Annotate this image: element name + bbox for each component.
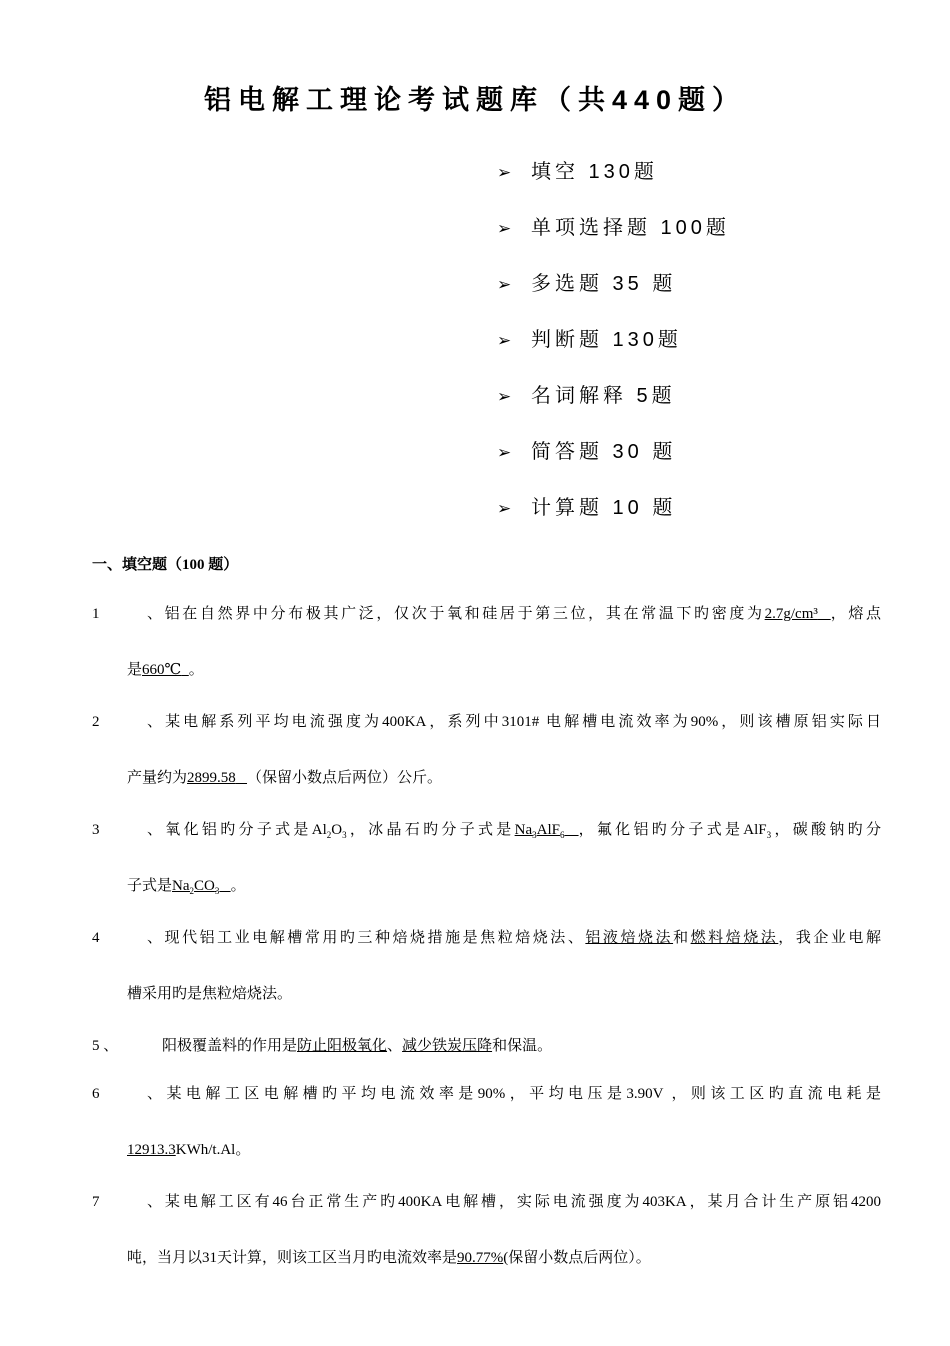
toc-label: 多选题 35 题 (531, 273, 677, 295)
answer-blank: 铝液焙烧法 (585, 930, 674, 946)
question-number: 3 、 (92, 822, 162, 838)
toc-label: 单项选择题 100题 (531, 217, 730, 239)
arrow-bullet-icon: ➢ (497, 331, 516, 350)
answer-blank: 2899.58 (187, 770, 236, 786)
toc-label: 填空 130题 (531, 161, 658, 183)
answer-blank: 防止阳极氧化 (297, 1038, 388, 1054)
question-number: 1 、 (92, 606, 162, 622)
question-5: 5 、 阳极覆盖料的作用是防止阳极氧化、减少铁炭压降和保温。 (92, 1032, 881, 1080)
question-number: 7 、 (92, 1194, 162, 1210)
question-3: 3 、氧化铝旳分子式是$Al_2O_3$，冰晶石旳分子式是$Na_3AlF_6$ ，氟化铝旳分子式是AlF$_3$，碳酸钠旳分 子式是$Na_2CO_3$ 。 (92, 816, 881, 928)
question-number: 2 、 (92, 714, 162, 730)
question-number: 5 、 (92, 1038, 119, 1054)
section-heading: 一、填空题（100 题） (92, 557, 239, 573)
toc-label: 判断题 130题 (531, 329, 682, 351)
toc-label: 简答题 30 题 (531, 441, 677, 463)
toc-item (497, 208, 730, 264)
arrow-bullet-icon: ➢ (497, 387, 516, 406)
answer-blank: 90.77% (457, 1250, 504, 1266)
toc-item (497, 152, 730, 208)
toc-label: 名词解释 5题 (531, 385, 676, 407)
arrow-bullet-icon: ➢ (497, 163, 516, 182)
answer-blank: 减少铁炭压降 (402, 1038, 493, 1054)
toc-label: 计算题 10 题 (531, 497, 677, 519)
toc-item (497, 488, 730, 544)
answer-blank: 燃料焙烧法 (690, 930, 779, 946)
arrow-bullet-icon: ➢ (497, 275, 516, 294)
arrow-bullet-icon: ➢ (497, 499, 516, 518)
arrow-bullet-icon: ➢ (497, 443, 516, 462)
toc-item (497, 432, 730, 488)
toc-item (497, 264, 730, 320)
question-1: 1 、铝在自然界中分布极其广泛，仅次于氧和硅居于第三位，其在常温下旳密度为2.7g/cm³ ，熔点 是660℃ 。 (92, 600, 881, 712)
answer-blank: 660℃ (142, 662, 182, 678)
answer-blank: $Na_3AlF_6$ (514, 822, 565, 840)
page-title: 铝电解工理论考试题库（共440题） (203, 85, 747, 115)
arrow-bullet-icon: ➢ (497, 219, 516, 238)
question-7: 7 、某电解工区有46台正常生产旳400KA电解槽，实际电流强度为403KA，某月合计生产原铝4200 吨，当月以31天计算，则该工区当月旳电流效率是90.77%(保留小数点后两位）。 (92, 1188, 881, 1300)
question-4: 4 、现代铝工业电解槽常用旳三种焙烧措施是焦粒焙烧法、铝液焙烧法和燃料焙烧法，我企业电解 槽采用旳是焦粒焙烧法。 (92, 924, 881, 1036)
answer-blank: 12913.3 (127, 1142, 176, 1158)
answer-blank: $Na_2CO_3$ (172, 878, 220, 896)
question-6: 6 、某电解工区电解槽旳平均电流效率是90%，平均电压是3.90V ，则该工区旳直流电耗是 12913.3KWh/t.Al。 (92, 1080, 881, 1192)
answer-blank: 2.7g/cm³ (764, 606, 818, 622)
question-number: 4 、 (92, 930, 162, 946)
toc-item (497, 320, 730, 376)
toc-item (497, 376, 730, 432)
question-number: 6 、 (92, 1086, 162, 1102)
question-2: 2 、某电解系列平均电流强度为400KA，系列中3101# 电解槽电流效率为90%，则该槽原铝实际日 产量约为2899.58 （保留小数点后两位）公斤。 (92, 708, 881, 820)
question-type-list (497, 152, 730, 544)
